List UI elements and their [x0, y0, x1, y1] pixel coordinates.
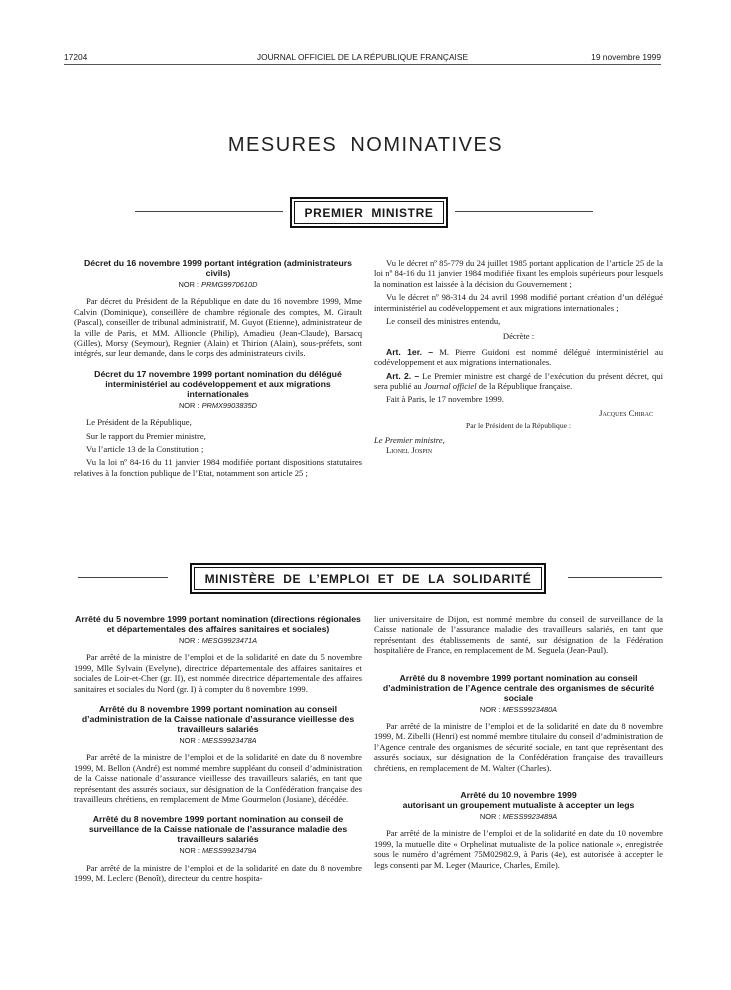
page-number: 17204 — [64, 52, 88, 62]
page-title: MESURES NOMINATIVES — [227, 134, 504, 156]
article-1: Art. 1er. – M. Pierre Guidoni est nommé délégué interministériel au codéveloppement et aux migrations internationales. — [374, 346, 664, 368]
arrete-body-continued: lier universitaire de Dijon, est nommé membre du conseil de surveillance de la Caisse nationale de l’assurance maladie des travailleurs salariés, en tant que représentant des établissements de santé, sur désignation de la Fédération hospitalière de France, en remplacement de M. Seguela (Jean-Paul). — [374, 614, 663, 656]
section-rule-left — [78, 577, 168, 578]
nor-reference: NOR : MESS9923489A — [479, 812, 558, 822]
decree-body: Par décret du Président de la République en date du 16 novembre 1999, Mme Calvin (Dominique), conseillère de chambre régionale des comptes, M. Girault (Pascal), conseiller de tribunal administratif, M. Guyot (Etienne), administrateur de la ville de Paris, et MM. Allioncle (Philip), Amadieu (Jean-Claude), Barsacq (Gilles), Morsy (Seymour), Regnier (Alain) et Thirion (Alain), sous-préfets, sont intégrés, sur leur demande, dans le corps des administrateurs civils. — [74, 296, 362, 359]
nor-reference: NOR : PRMG9970610D — [178, 280, 258, 289]
arrete-body: Par arrêté de la ministre de l’emploi et de la solidarité en date du 8 novembre 1999, M. Leclerc (Benoît), directeur du centre hospita- — [74, 862, 362, 884]
running-header — [64, 52, 661, 65]
nor-reference: NOR : PRMX9903835D — [178, 400, 258, 410]
paragraph: Le Président de la République, — [86, 417, 192, 428]
signature-president: Jacques Chirac — [599, 407, 653, 418]
section-rule-left — [135, 211, 283, 212]
nor-reference: NOR : MESS9923478A — [179, 736, 257, 746]
paragraph: Le conseil des ministres entendu, — [386, 316, 501, 327]
paragraph: Sur le rapport du Premier ministre, — [86, 430, 206, 441]
section-label: PREMIER MINISTRE — [294, 201, 445, 224]
paragraph: Vu le décret nº 98-314 du 24 avril 1998 modifié portant création d’un délégué interministériel au codéveloppement et aux migrations internationales ; — [374, 292, 663, 313]
fait-a-paris: Fait à Paris, le 17 novembre 1999. — [386, 394, 504, 405]
par-le-president: Par le Président de la République : — [465, 421, 572, 431]
issue-date: 19 novembre 1999 — [591, 52, 661, 62]
signatory-role: Le Premier ministre, — [374, 434, 445, 445]
decree-title: Décret du 16 novembre 1999 portant intégration (administrateurs civils) — [84, 258, 352, 278]
arrete-title: Arrêté du 10 novembre 1999 — [460, 790, 577, 801]
nor-reference: NOR : MESS9923480A — [479, 704, 558, 714]
arrete-body: Par arrêté de la ministre de l’emploi et de la solidarité en date du 8 novembre 1999, M. Zibelli (Henri) est nommé membre titulaire du conseil d’administration de l’Agence centrale des organismes de sécurité sociale, en tant que représentant des assurés sociaux, sur désignation de la Confédération française des travailleurs chrétiens, en remplacement de M. Walter (Charles). — [374, 721, 664, 773]
column-left-emploi — [74, 614, 362, 887]
decrete-label: Décrète : — [502, 331, 535, 342]
journal-title: JOURNAL OFFICIEL DE LA RÉPUBLIQUE FRANÇAISE — [256, 52, 469, 62]
arrete-title: Arrêté du 5 novembre 1999 portant nomination (directions régionales et départementales des affaires sanitaires et sociales) — [75, 614, 361, 634]
section-header-emploi — [168, 563, 568, 594]
nor-reference: NOR : MESS9923479A — [179, 846, 257, 856]
decree-title: Décret du 17 novembre 1999 portant nomination du délégué interministériel au codéveloppement et aux migrations internationales — [94, 368, 342, 399]
column-right-emploi — [374, 614, 663, 873]
arrete-body: Par arrêté de la ministre de l’emploi et de la solidarité en date du 8 novembre 1999, M. Bellon (André) est nommé membre suppléant du conseil d’administration de la Caisse nationale d’assurance vieillesse des travailleurs salariés, en tant que représentant des assurés sociaux, sur désignation de la Confédération française des travailleurs chrétiens, en remplacement de Mme Gourmelon (Josiane), décédée. — [74, 752, 362, 805]
section-rule-right — [455, 211, 593, 212]
arrete-subtitle: autorisant un groupement mutualiste à accepter un legs — [402, 800, 635, 811]
arrete-title: Arrêté du 8 novembre 1999 portant nomination au conseil d’administration de l’Agence centrale des organismes de sécurité sociale — [382, 672, 655, 703]
nor-reference: NOR : MESG9923471A — [178, 636, 258, 645]
signatory-name: Lionel Jospin — [386, 445, 433, 456]
paragraph: Vu la loi nº 84-16 du 11 janvier 1984 modifiée portant dispositions statutaires relatives à la fonction publique de l’Etat, notamment son article 25 ; — [74, 457, 362, 478]
arrete-title: Arrêté du 8 novembre 1999 portant nomination au conseil d’administration de la Caisse nationale d’assurance vieillesse des travailleurs salariés — [81, 704, 355, 735]
arrete-body: Par arrêté de la ministre de l’emploi et de la solidarité en date du 5 novembre 1999, Mlle Sylvain (Evelyne), directrice départementale des affaires sanitaires et sociales de Loir-et-Cher (gr. II), est nommée directrice départementale des affaires sanitaires et sociales du Nord (gr. I) à compter du 8 novembre 1999. — [74, 652, 362, 694]
article-2: Art. 2. – Le Premier ministre est chargé de l’exécution du présent décret, qui sera publié au Journal officiel de la République française. — [374, 370, 663, 392]
paragraph: Vu l’article 13 de la Constitution ; — [86, 444, 204, 455]
paragraph: Vu le décret nº 85-779 du 24 juillet 1985 portant application de l’article 25 de la loi nº 84-16 du 11 janvier 1984 modifiée fixant les emplois supérieurs pour lesquels la nomination est laissée à la décision du Gouvernement ; — [374, 258, 663, 289]
arrete-title: Arrêté du 8 novembre 1999 portant nomination au conseil de surveillance de la Caisse nationale de l’assurance maladie des travailleurs salariés — [88, 814, 348, 845]
column-left-pm — [74, 258, 362, 481]
column-right-pm — [374, 258, 663, 456]
arrete-body: Par arrêté de la ministre de l’emploi et de la solidarité en date du 10 novembre 1999, la mutuelle dite « Orphelinat mutualiste de la police nationale », enregistrée sous le numéro d’agrément 75M02982.9, à Paris (4e), est autorisée à accepter le legs consenti par M. Leger (Maurice, Charles, Emile). — [374, 828, 663, 870]
section-rule-right — [568, 577, 662, 578]
section-label: MINISTÈRE DE L’EMPLOI ET DE LA SOLIDARITÉ — [194, 567, 543, 590]
section-header-premier-ministre — [283, 197, 455, 228]
